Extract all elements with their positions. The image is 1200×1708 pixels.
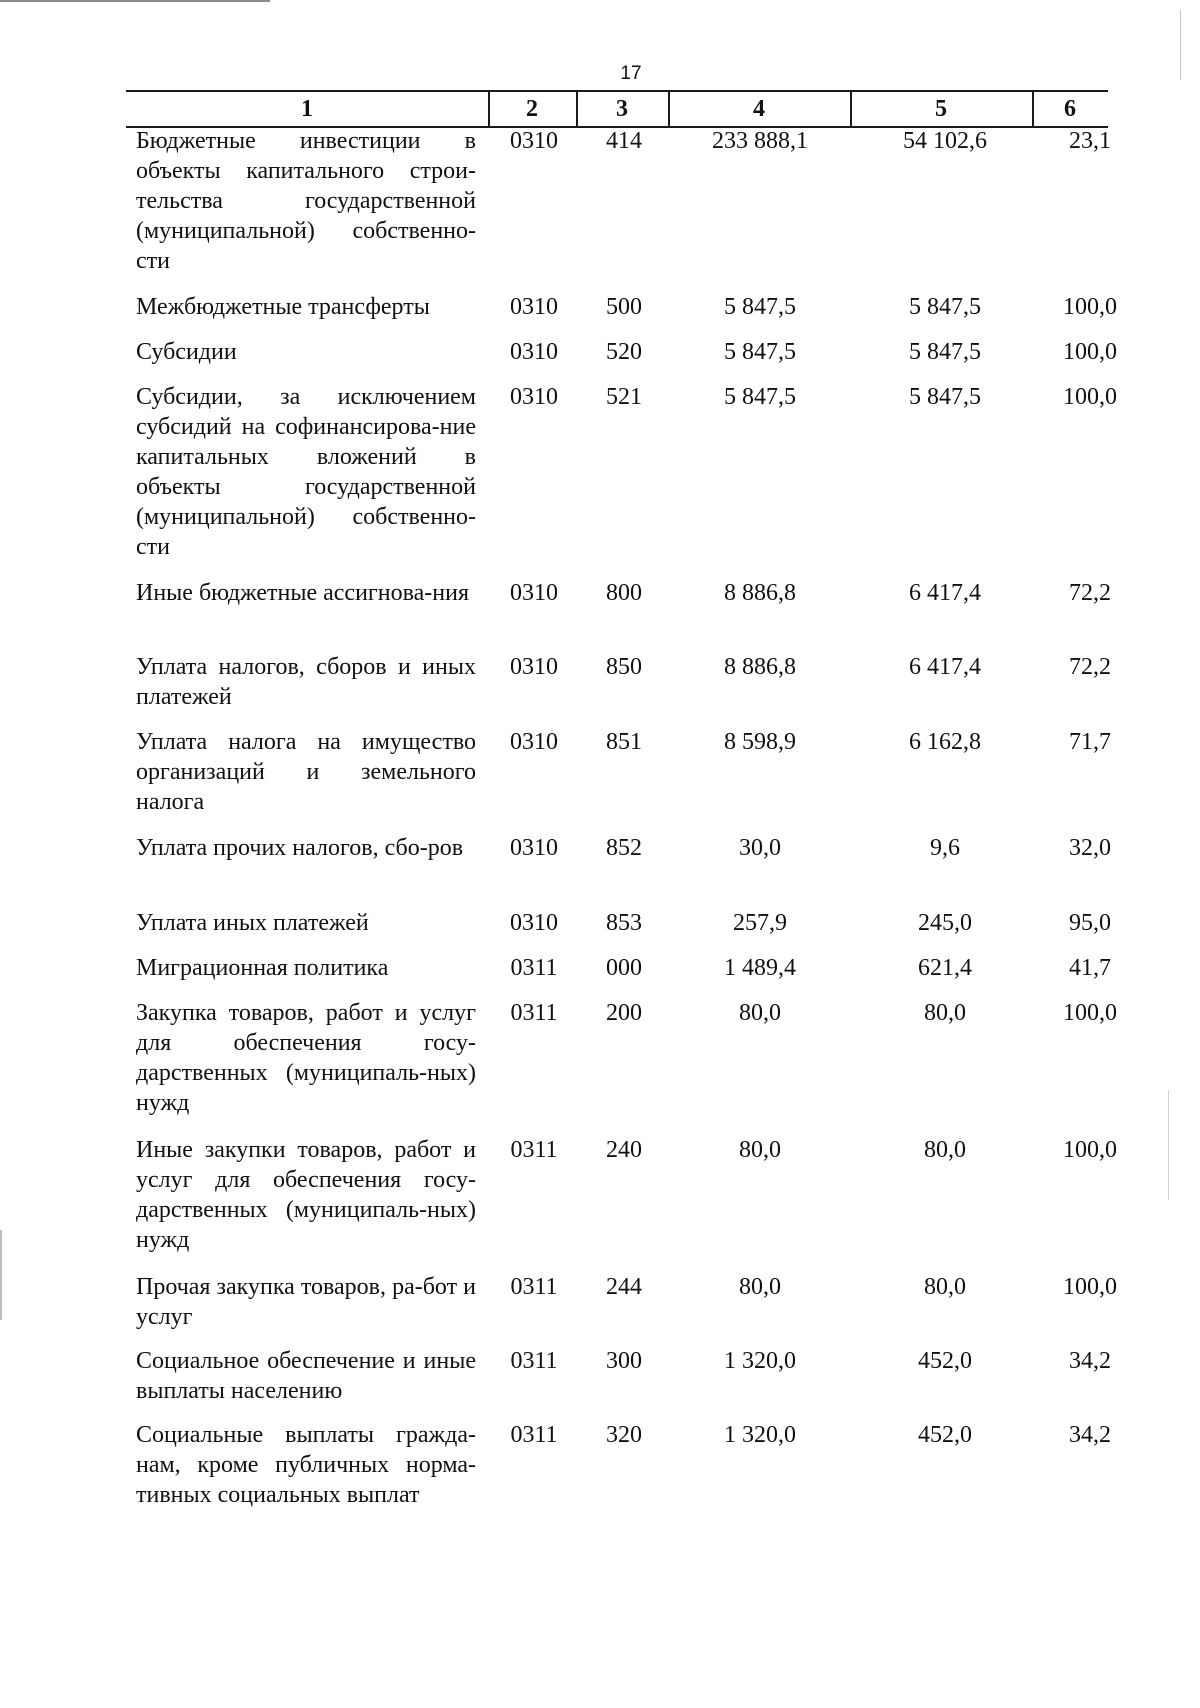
row-code: 500 xyxy=(606,294,642,320)
row-code: 851 xyxy=(606,729,642,755)
row-code: 200 xyxy=(606,1000,642,1026)
row-executed: 80,0 xyxy=(924,1137,966,1163)
row-code: 300 xyxy=(606,1348,642,1374)
row-description: Субсидии xyxy=(136,339,237,365)
row-code: 852 xyxy=(606,835,642,861)
row-executed: 452,0 xyxy=(918,1422,972,1448)
row-percent: 72,2 xyxy=(1069,654,1111,680)
row-section: 0311 xyxy=(510,1274,558,1300)
row-section: 0310 xyxy=(510,128,558,154)
row-percent: 100,0 xyxy=(1063,384,1117,410)
row-planned: 30,0 xyxy=(739,835,781,861)
row-percent: 23,1 xyxy=(1069,128,1111,154)
row-section: 0311 xyxy=(510,1000,558,1026)
row-section: 0310 xyxy=(510,339,558,365)
row-executed: 80,0 xyxy=(924,1274,966,1300)
row-section: 0310 xyxy=(510,294,558,320)
scan-edge-left xyxy=(0,1230,2,1320)
row-planned: 80,0 xyxy=(739,1000,781,1026)
row-planned: 8 598,9 xyxy=(724,729,796,755)
header-col-1: 1 xyxy=(301,96,313,122)
row-percent: 95,0 xyxy=(1069,910,1111,936)
row-executed: 54 102,6 xyxy=(903,128,987,154)
row-code: 521 xyxy=(606,384,642,410)
row-section: 0310 xyxy=(510,729,558,755)
row-code: 850 xyxy=(606,654,642,680)
header-col-2: 2 xyxy=(526,96,538,122)
row-executed: 245,0 xyxy=(918,910,972,936)
scan-edge-top xyxy=(0,0,270,2)
row-description: Уплата налогов, сборов и иных платежей xyxy=(136,654,476,710)
header-col-4: 4 xyxy=(753,96,765,122)
row-executed: 5 847,5 xyxy=(909,339,981,365)
header-col-6: 6 xyxy=(1064,96,1076,122)
row-code: 240 xyxy=(606,1137,642,1163)
row-planned: 8 886,8 xyxy=(724,654,796,680)
row-executed: 5 847,5 xyxy=(909,384,981,410)
row-description: Социальные выплаты гражда-нам, кроме публичных норма-тивных социальных выплат xyxy=(136,1422,476,1508)
row-percent: 32,0 xyxy=(1069,835,1111,861)
row-percent: 72,2 xyxy=(1069,580,1111,606)
row-description: Закупка товаров, работ и услуг для обеспечения госу-дарственных (муниципаль-ных) нужд xyxy=(136,1000,476,1116)
row-percent: 34,2 xyxy=(1069,1348,1111,1374)
row-planned: 1 489,4 xyxy=(724,955,796,981)
scan-edge-right-lower xyxy=(1168,1090,1169,1200)
row-planned: 5 847,5 xyxy=(724,294,796,320)
row-executed: 5 847,5 xyxy=(909,294,981,320)
row-description: Иные бюджетные ассигнова-ния xyxy=(136,580,469,606)
row-description: Уплата иных платежей xyxy=(136,910,369,936)
row-percent: 34,2 xyxy=(1069,1422,1111,1448)
row-planned: 80,0 xyxy=(739,1137,781,1163)
row-section: 0311 xyxy=(510,955,558,981)
row-section: 0310 xyxy=(510,910,558,936)
row-code: 853 xyxy=(606,910,642,936)
row-planned: 233 888,1 xyxy=(712,128,808,154)
row-executed: 452,0 xyxy=(918,1348,972,1374)
row-planned: 257,9 xyxy=(733,910,787,936)
row-code: 244 xyxy=(606,1274,642,1300)
scan-edge-right xyxy=(1180,10,1181,80)
row-description: Бюджетные инвестиции в объекты капитального строи-тельства государственной (муниципальной) собственно-сти xyxy=(136,128,476,274)
row-section: 0310 xyxy=(510,580,558,606)
row-planned: 5 847,5 xyxy=(724,384,796,410)
row-executed: 6 417,4 xyxy=(909,580,981,606)
row-executed: 621,4 xyxy=(918,955,972,981)
page-number: 17 xyxy=(620,63,642,84)
row-description: Социальное обеспечение и иные выплаты населению xyxy=(136,1348,476,1404)
row-description: Межбюджетные трансферты xyxy=(136,294,430,320)
row-executed: 9,6 xyxy=(930,835,960,861)
row-section: 0310 xyxy=(510,835,558,861)
row-section: 0311 xyxy=(510,1348,558,1374)
row-planned: 8 886,8 xyxy=(724,580,796,606)
row-planned: 1 320,0 xyxy=(724,1422,796,1448)
row-percent: 71,7 xyxy=(1069,729,1111,755)
row-executed: 6 162,8 xyxy=(909,729,981,755)
row-description: Субсидии, за исключением субсидий на софинансирова-ние капитальных вложений в объекты государственной (муниципальной) собственно-сти xyxy=(136,384,476,560)
row-planned: 1 320,0 xyxy=(724,1348,796,1374)
row-code: 520 xyxy=(606,339,642,365)
row-code: 320 xyxy=(606,1422,642,1448)
row-description: Уплата налога на имущество организаций и земельного налога xyxy=(136,729,476,815)
row-percent: 100,0 xyxy=(1063,339,1117,365)
row-executed: 80,0 xyxy=(924,1000,966,1026)
header-col-3: 3 xyxy=(616,96,628,122)
row-executed: 6 417,4 xyxy=(909,654,981,680)
row-description: Прочая закупка товаров, ра-бот и услуг xyxy=(136,1274,476,1330)
row-section: 0311 xyxy=(510,1137,558,1163)
row-percent: 100,0 xyxy=(1063,1137,1117,1163)
row-planned: 80,0 xyxy=(739,1274,781,1300)
row-percent: 100,0 xyxy=(1063,294,1117,320)
row-description: Миграционная политика xyxy=(136,955,389,981)
row-code: 800 xyxy=(606,580,642,606)
row-description: Уплата прочих налогов, сбо-ров xyxy=(136,835,464,861)
row-code: 414 xyxy=(606,128,642,154)
row-description: Иные закупки товаров, работ и услуг для обеспечения госу-дарственных (муниципаль-ных) нужд xyxy=(136,1137,476,1253)
row-percent: 100,0 xyxy=(1063,1274,1117,1300)
header-col-5: 5 xyxy=(935,96,947,122)
table-header xyxy=(126,90,1108,128)
row-section: 0310 xyxy=(510,384,558,410)
row-percent: 100,0 xyxy=(1063,1000,1117,1026)
row-percent: 41,7 xyxy=(1069,955,1111,981)
row-code: 000 xyxy=(606,955,642,981)
row-planned: 5 847,5 xyxy=(724,339,796,365)
row-section: 0311 xyxy=(510,1422,558,1448)
row-section: 0310 xyxy=(510,654,558,680)
